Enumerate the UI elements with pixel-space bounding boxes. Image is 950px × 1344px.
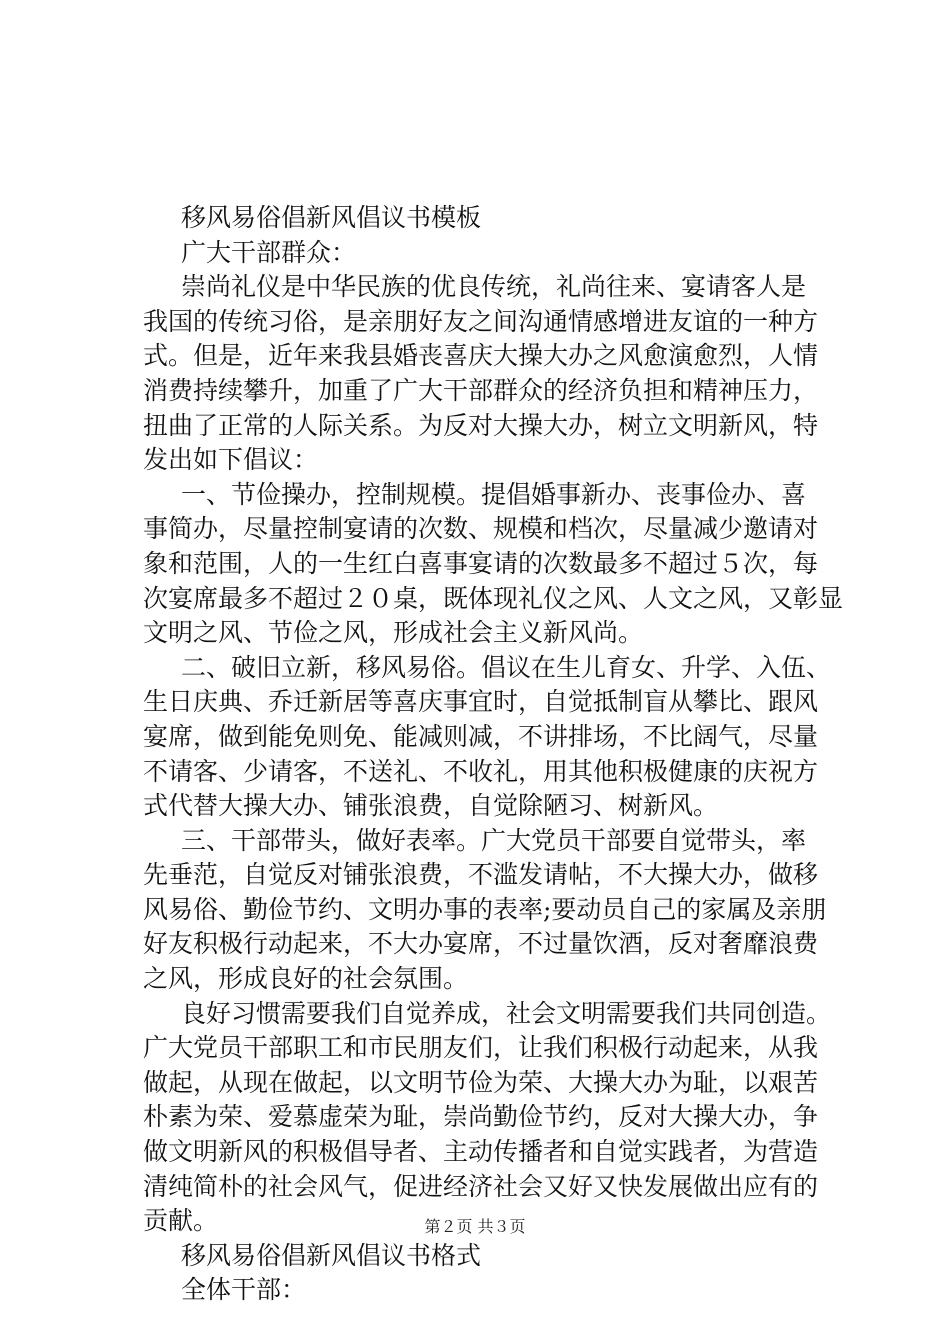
text-line: 我国的传统习俗，是亲朋好友之间沟通情感增进友谊的一种方 [143,306,819,336]
text-line: 式。但是，近年来我县婚丧喜庆大操大办之风愈演愈烈，人情 [143,341,819,371]
text-line: 清纯简朴的社会风气，促进经济社会又好又快发展做出应有的 [143,1171,819,1201]
text-line: 广大党员干部职工和市民朋友们，让我们积极行动起来，从我 [143,1033,819,1063]
page-footer: 第２页 共３页 [424,1217,526,1236]
text-line: 一、节俭操办，控制规模。提倡婚事新办、丧事俭办、喜 [181,479,807,509]
text-line: 事简办，尽量控制宴请的次数、规模和档次，尽量减少邀请对 [143,514,819,544]
text-line: 崇尚礼仪是中华民族的优良传统，礼尚往来、宴请客人是 [181,272,807,302]
text-line: 生日庆典、乔迁新居等喜庆事宜时，自觉抵制盲从攀比、跟风 [143,687,819,717]
text-line: 之风，形成良好的社会氛围。 [143,964,469,994]
text-line: 不请客、少请客，不送礼、不收礼，用其他积极健康的庆祝方 [143,756,819,786]
text-line: 做起，从现在做起，以文明节俭为荣、大操大办为耻，以艰苦 [143,1067,819,1097]
text-line: 扭曲了正常的人际关系。为反对大操大办，树立文明新风，特 [143,410,819,440]
text-line: 发出如下倡议： [143,445,319,475]
text-line: 全体干部： [181,1275,307,1305]
text-line: 风易俗、勤俭节约、文明办事的表率;要动员自己的家属及亲朋 [143,894,827,924]
text-line: 良好习惯需要我们自觉养成，社会文明需要我们共同创造。 [181,998,832,1028]
text-line: 三、干部带头，做好表率。广大党员干部要自觉带头，率 [181,825,807,855]
text-line: 次宴席最多不超过２０桌，既体现礼仪之风、人文之风，又彰显 [143,583,844,613]
text-line: 宴席，做到能免则免、能减则减，不讲排场，不比阔气，尽量 [143,721,819,751]
text-line: 好友积极行动起来，不大办宴席，不过量饮酒，反对奢靡浪费 [143,929,819,959]
document-body [143,201,844,1308]
text-line: 移风易俗倡新风倡议书模板 [181,203,482,232]
text-line: 移风易俗倡新风倡议书格式 [181,1240,482,1270]
text-line: 先垂范，自觉反对铺张浪费，不滥发请帖，不大操大办，做移 [143,860,819,890]
text-line: 式代替大操大办、铺张浪费，自觉除陋习、树新风。 [143,791,719,821]
text-line: 贡献。 [143,1206,219,1236]
text-line: 做文明新风的积极倡导者、主动传播者和自觉实践者，为营造 [143,1137,819,1167]
text-line: 消费持续攀升，加重了广大干部群众的经济负担和精神压力， [143,375,819,405]
text-line: 二、破旧立新，移风易俗。倡议在生儿育女、升学、入伍、 [181,652,832,682]
text-line: 文明之风、节俭之风，形成社会主义新风尚。 [143,618,644,648]
text-line: 象和范围，人的一生红白喜事宴请的次数最多不超过５次，每 [143,548,819,578]
text-line: 朴素为荣、爱慕虚荣为耻，崇尚勤俭节约，反对大操大办，争 [143,1102,819,1132]
text-line: 广大干部群众： [181,237,357,267]
